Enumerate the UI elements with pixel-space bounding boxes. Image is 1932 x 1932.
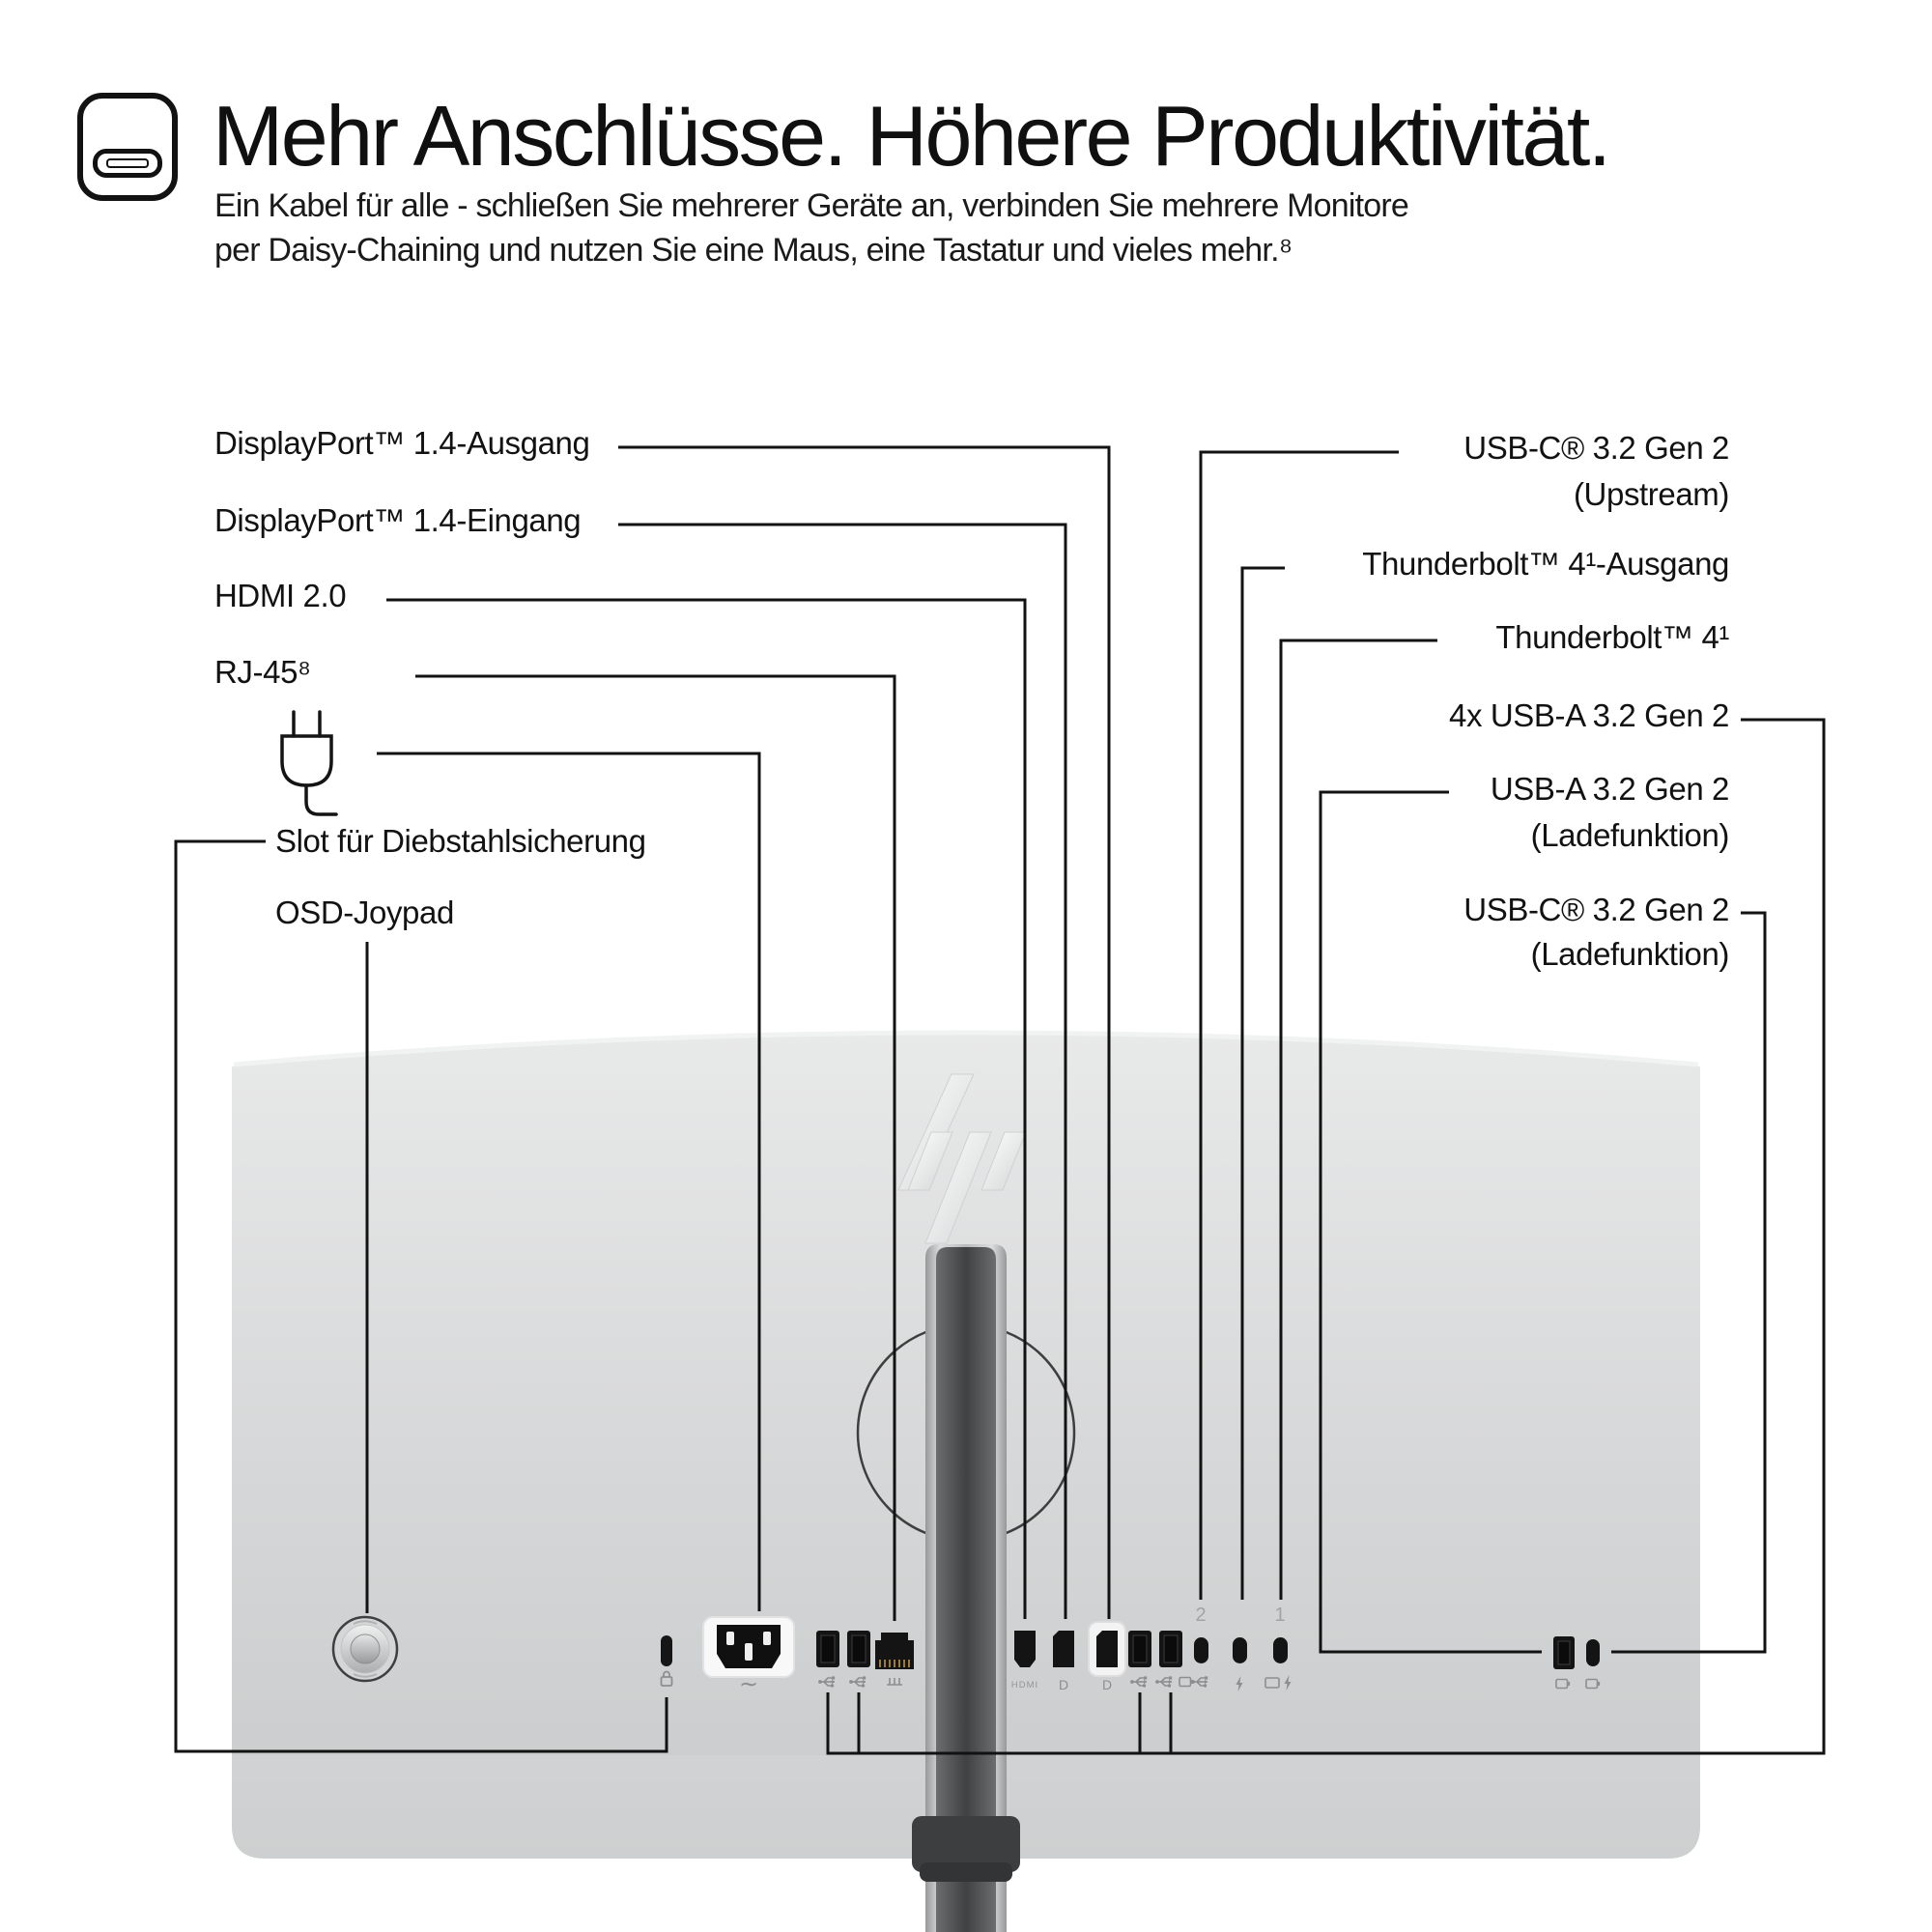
label-displayport-eingang: DisplayPort™ 1.4-Eingang xyxy=(214,502,582,538)
power-caption: ∼ xyxy=(738,1671,759,1697)
displayport-in-port xyxy=(1053,1631,1074,1667)
thunderbolt-port xyxy=(1273,1637,1288,1663)
label-thunderbolt-ausgang: Thunderbolt™ 4¹-Ausgang xyxy=(1362,546,1729,582)
usb-c-upstream-number: 2 xyxy=(1195,1605,1207,1626)
usb-c-side-port xyxy=(1586,1639,1600,1666)
label-osd-joypad: OSD-Joypad xyxy=(275,895,454,930)
displayport-out-port xyxy=(1096,1631,1118,1667)
network-icon xyxy=(887,1678,902,1685)
security-lock-slot xyxy=(661,1635,672,1666)
power-plug-icon xyxy=(282,712,336,814)
label-usba-ladefunktion: USB-A 3.2 Gen 2 xyxy=(1490,771,1729,807)
label-displayport-ausgang: DisplayPort™ 1.4-Ausgang xyxy=(214,425,590,461)
usb-c-upstream-port xyxy=(1194,1637,1208,1663)
label-diebstahlsicherung: Slot für Diebstahlsicherung xyxy=(275,823,646,859)
usb-c-connector-icon xyxy=(77,93,178,201)
label-usbc-ladefunktion-sub: (Ladefunktion) xyxy=(1530,936,1729,972)
label-usbc-upstream: USB-C® 3.2 Gen 2 xyxy=(1463,430,1729,466)
thunderbolt-number: 1 xyxy=(1274,1605,1286,1626)
usb-c-pill-inner xyxy=(106,158,149,168)
usb-c-pill xyxy=(93,149,162,178)
label-4x-usba: 4x USB-A 3.2 Gen 2 xyxy=(1449,697,1729,733)
page-title: Mehr Anschlüsse. Höhere Produktivität. xyxy=(213,88,1609,184)
subtitle-line-2: per Daisy-Chaining und nutzen Sie eine Maus, eine Tastatur und vieles mehr.⁸ xyxy=(214,232,1293,269)
label-usbc-upstream-sub: (Upstream) xyxy=(1573,476,1729,512)
label-rj45: RJ-45⁸ xyxy=(214,654,311,690)
hdmi-caption: HDMI xyxy=(1010,1680,1039,1690)
osd-joypad-button xyxy=(333,1617,397,1681)
label-thunderbolt: Thunderbolt™ 4¹ xyxy=(1495,619,1729,655)
dp-caption: D xyxy=(1101,1677,1113,1692)
subtitle-line-1: Ein Kabel für alle - schließen Sie mehrerer Geräte an, verbinden Sie mehrere Monitore xyxy=(214,187,1408,224)
label-hdmi: HDMI 2.0 xyxy=(214,578,347,613)
label-usbc-ladefunktion: USB-C® 3.2 Gen 2 xyxy=(1463,892,1729,927)
hdmi-port xyxy=(1014,1631,1036,1667)
thunderbolt-out-port xyxy=(1233,1637,1247,1663)
monitor-stand xyxy=(912,1244,1020,1932)
dp-caption: D xyxy=(1058,1677,1069,1692)
label-usba-ladefunktion-sub: (Ladefunktion) xyxy=(1530,817,1729,853)
